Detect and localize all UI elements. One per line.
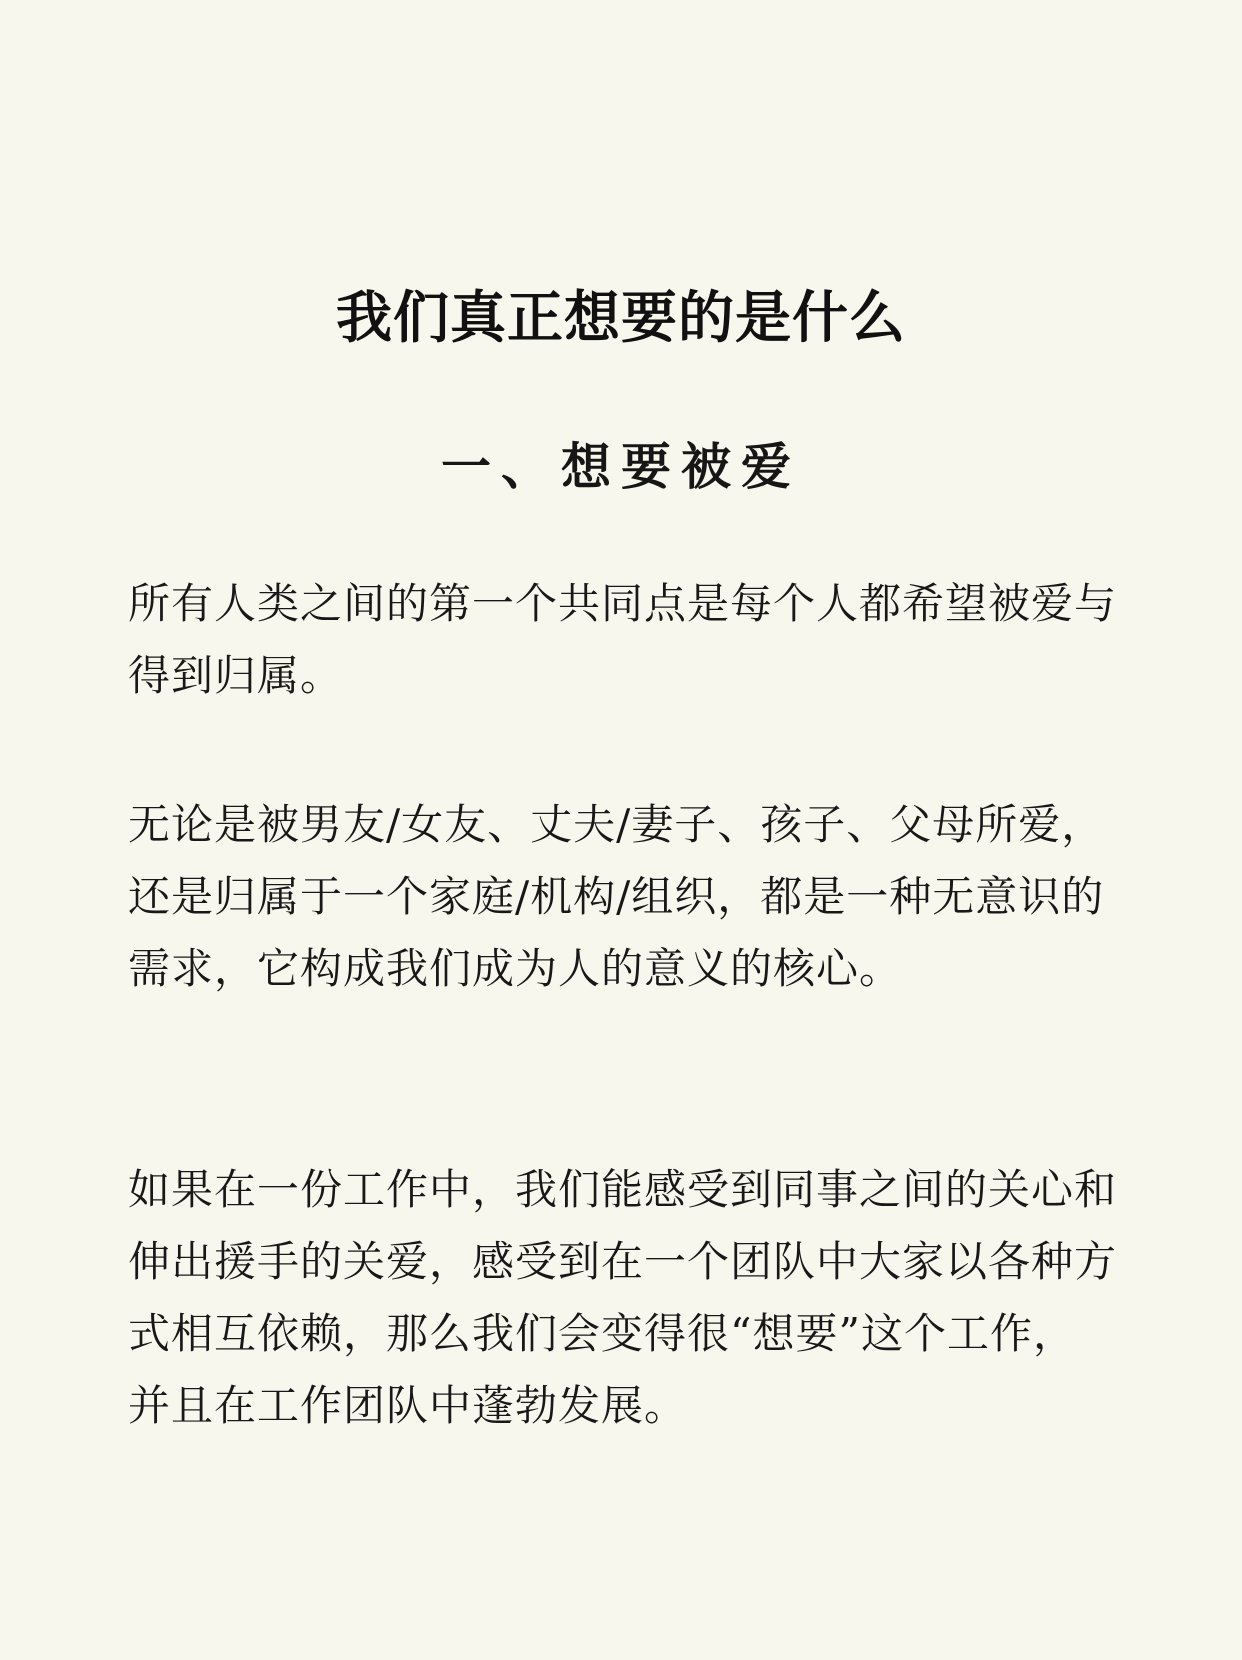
paragraph-3: 如果在一份工作中，我们能感受到同事之间的关心和伸出援手的关爱，感受到在一个团队中大家以各种方式相互依赖，那么我们会变得很“想要”这个工作，并且在工作团队中蓬勃发展。 [128, 1165, 1118, 1430]
paragraph-2: 无论是被男友/女友、丈夫/妻子、孩子、父母所爱，还是归属于一个家庭/机构/组织，都是一种无意识的需求，它构成我们成为人的意义的核心。 [128, 800, 1105, 993]
paragraph-1: 所有人类之间的第一个共同点是每个人都希望被爱与得到归属。 [128, 579, 1118, 700]
article-title: 我们真正想要的是什么 [336, 285, 906, 351]
section-title: 一、想要被爱 [441, 436, 801, 496]
